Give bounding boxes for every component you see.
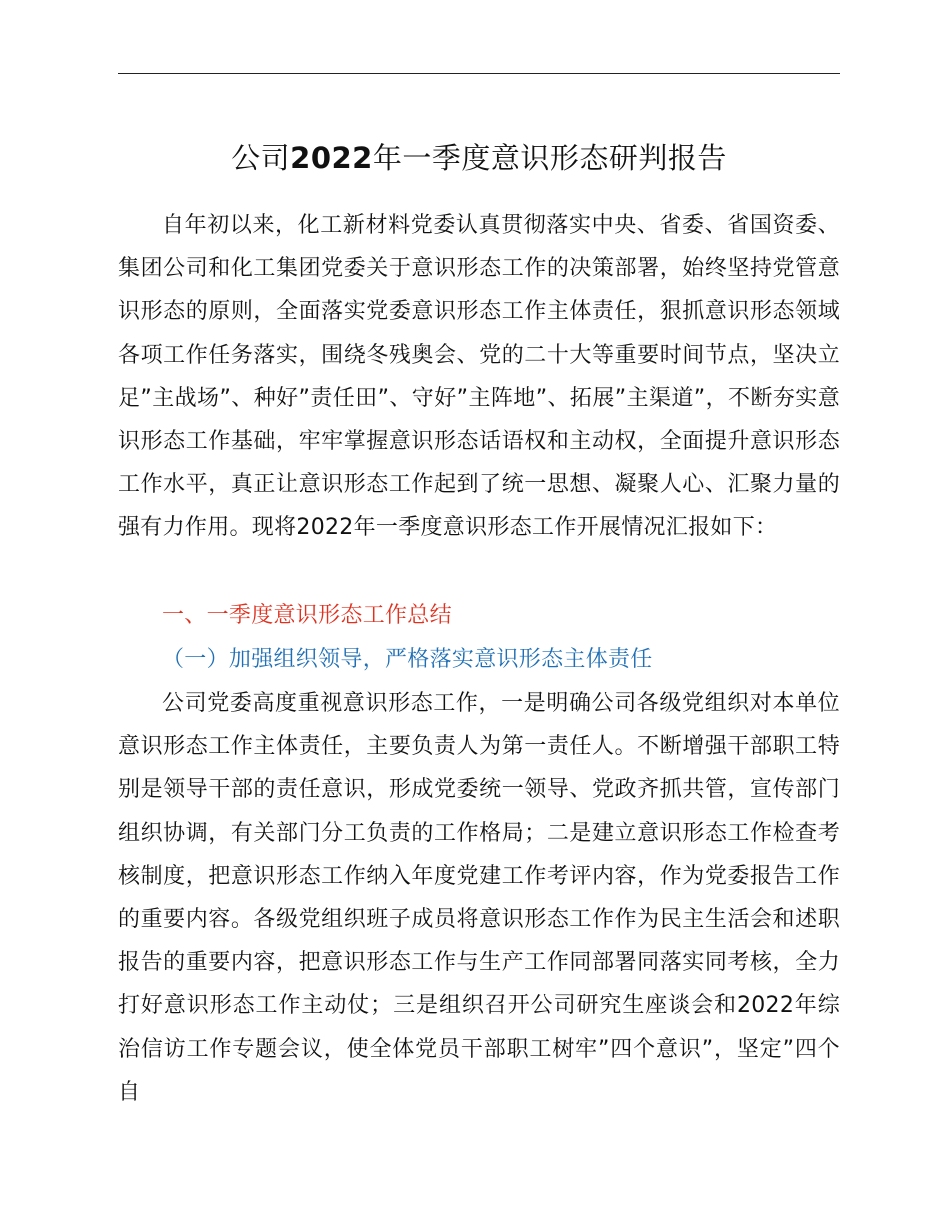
header-rule [118, 73, 840, 74]
subsection-heading: （一）加强组织领导，严格落实意识形态主体责任 [162, 647, 653, 672]
title-suffix: 年一季度意识形态研判报告 [372, 141, 727, 175]
title-year: 2022 [290, 141, 373, 175]
body-paragraph: 公司党委高度重视意识形态工作，一是明确公司各级党组织对本单位意识形态工作主体责任，主要负责人为第一责任人。不断增强干部职工特别是领导干部的责任意识，形成党委统一领导、党政齐抓共管，宣传部门组织协调，有关部门分工负责的工作格局；二是建立意识形态工作检查考核制度，把意识形态工作纳入年度党建工作考评内容，作为党委报告工作的重要内容。各级党组织班子成员将意识形态工作作为民主生活会和述职报告的重要内容，把意识形态工作与生产工作同部署同落实同考核，全力打好意识形态工作主动仗；三是组织召开公司研究生座谈会和2022年综治信访工作专题会议，使全体党员干部职工树牢”四个意识”，坚定”四个自 [118, 691, 840, 1105]
title-prefix: 公司 [231, 141, 291, 175]
intro-paragraph: 自年初以来，化工新材料党委认真贯彻落实中央、省委、省国资委、集团公司和化工集团党委关于意识形态工作的决策部署，始终坚持党管意识形态的原则，全面落实党委意识形态工作主体责任，狠抓意识形态领域各项工作任务落实，围绕冬残奥会、党的二十大等重要时间节点，坚决立足”主战场”、种好”责任田”、守好”主阵地”、拓展”主渠道”，不断夯实意识形态工作基础，牢牢掌握意识形态话语权和主动权，全面提升意识形态工作水平，真正让意识形态工作起到了统一思想、凝聚人心、汇聚力量的强有力作用。现将2022年一季度意识形态工作开展情况汇报如下： [118, 213, 840, 541]
section-heading: 一、一季度意识形态工作总结 [162, 603, 452, 628]
document-title [118, 136, 840, 180]
